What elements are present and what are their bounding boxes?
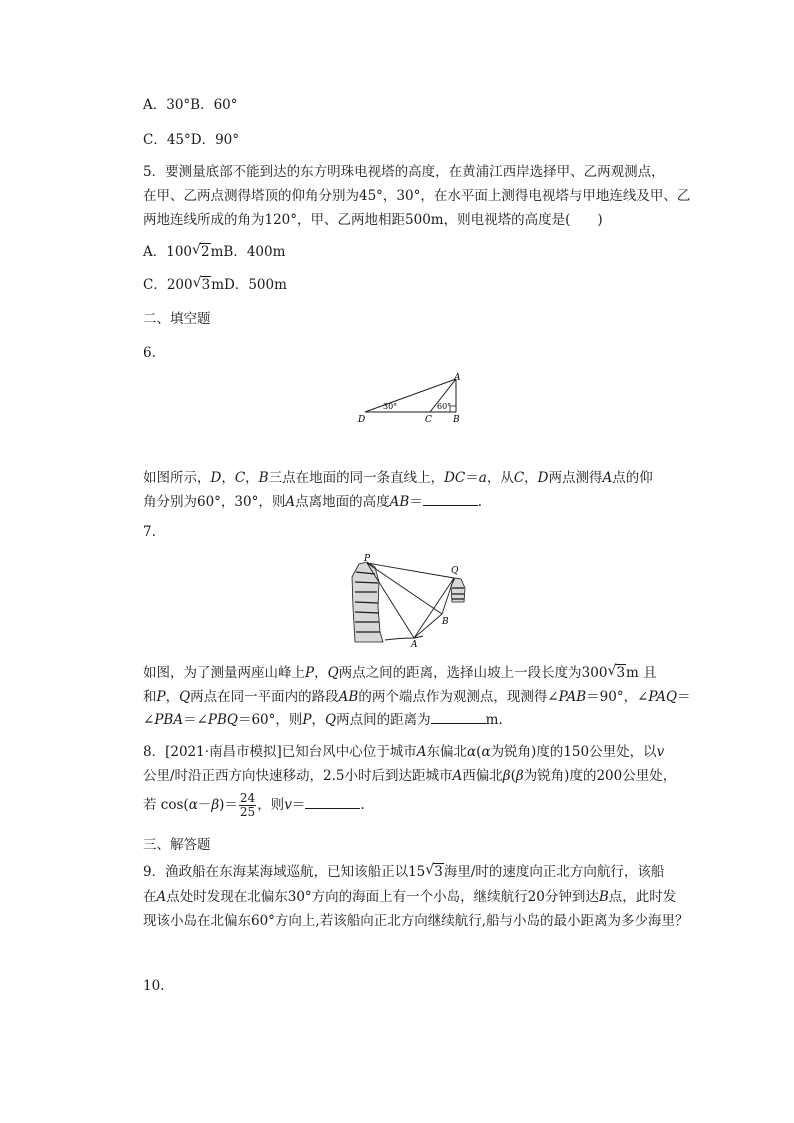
q7-label-q: Q xyxy=(451,566,459,576)
q8-line3: 若 cos(α－β)＝ $\frac{24}{25}$ ，则v＝ . xyxy=(143,791,365,819)
q6-angle-60: 60° xyxy=(437,402,452,411)
q9-line2: 在A点处时发现在北偏东30°方向的海面上有一个小岛，继续航行20分钟到达B点，此时发 xyxy=(143,889,677,905)
q10-number: 10. xyxy=(143,978,165,994)
q5-line2: 在甲、乙两点测得塔顶的仰角分别为45°，30°，在水平面上测得电视塔与甲地连线及甲、乙 xyxy=(143,188,691,204)
q7-mountain-figure xyxy=(345,552,475,648)
q5-option-a: A．100√ 2mB．400m xyxy=(143,243,285,261)
q8-line2: 公里/时沿正西方向快速移动，2.5小时后到达距城市A西偏北β(β为锐角)度的200公里处， xyxy=(143,768,677,784)
section-fill-in-heading: 二、填空题 xyxy=(143,311,211,327)
q7-label-b: B xyxy=(442,617,449,627)
q6-angle-30: 30° xyxy=(383,402,398,411)
q8-line1: 8．[2021·南昌市模拟]已知台风中心位于城市A东偏北α(α为锐角)度的150公里处，以v xyxy=(143,744,665,760)
q4-option-c: C．45°D．90° xyxy=(143,132,240,148)
q7-line1: 如图，为了测量两座山峰上P，Q两点之间的距离，选择山坡上一段长度为300√ 3m 且 xyxy=(143,664,657,682)
q9-line3: 现该小岛在北偏东60°方向上,若该船向正北方向继续航行,船与小岛的最小距离为多少海里？ xyxy=(143,913,689,929)
q5-line1: 5．要测量底部不能到达的东方明珠电视塔的高度，在黄浦江西岸选择甲、乙两观测点， xyxy=(143,164,665,180)
q6-number: 6. xyxy=(143,345,156,361)
q6-line1: 如图所示，D，C，B三点在地面的同一条直线上，DC＝a，从C，D两点测得A点的仰 xyxy=(143,470,653,486)
q7-label-a: A xyxy=(411,640,418,648)
section-solve-heading: 三、解答题 xyxy=(143,837,211,853)
q6-label-b: B xyxy=(453,415,460,425)
q7-line2: 和P，Q两点在同一平面内的路段AB的两个端点作为观测点，现测得∠PAB＝90°，∠PAQ＝ xyxy=(143,689,691,705)
q7-line3: ∠PBA＝∠PBQ＝60°，则P，Q两点间的距离为 m. xyxy=(143,712,503,728)
q5-option-c: C．200√ 3mD．500m xyxy=(143,276,287,294)
q8-answer-blank[interactable] xyxy=(305,795,360,809)
q6-triangle-figure xyxy=(355,372,475,428)
q7-number: 7. xyxy=(143,524,156,540)
q4-option-a: A．30°B．60° xyxy=(143,97,238,113)
q9-line1: 9．渔政船在东海某海域巡航，已知该船正以15√ 3海里/时的速度向正北方向航行，该船 xyxy=(143,863,664,881)
q6-label-a: A xyxy=(454,373,461,383)
q7-answer-blank[interactable] xyxy=(431,710,486,724)
q7-label-p: P xyxy=(364,554,371,564)
q6-answer-blank[interactable] xyxy=(423,492,478,506)
q6-label-d: D xyxy=(358,415,366,425)
q5-line3: 两地连线所成的角为120°，甲、乙两地相距500m，则电视塔的高度是( ) xyxy=(143,212,603,228)
q6-line2: 角分别为60°，30°，则A点离地面的高度AB＝ . xyxy=(143,494,483,510)
q8-fraction: $\frac{24}{25}$ xyxy=(239,791,256,819)
q6-label-c: C xyxy=(425,415,432,425)
